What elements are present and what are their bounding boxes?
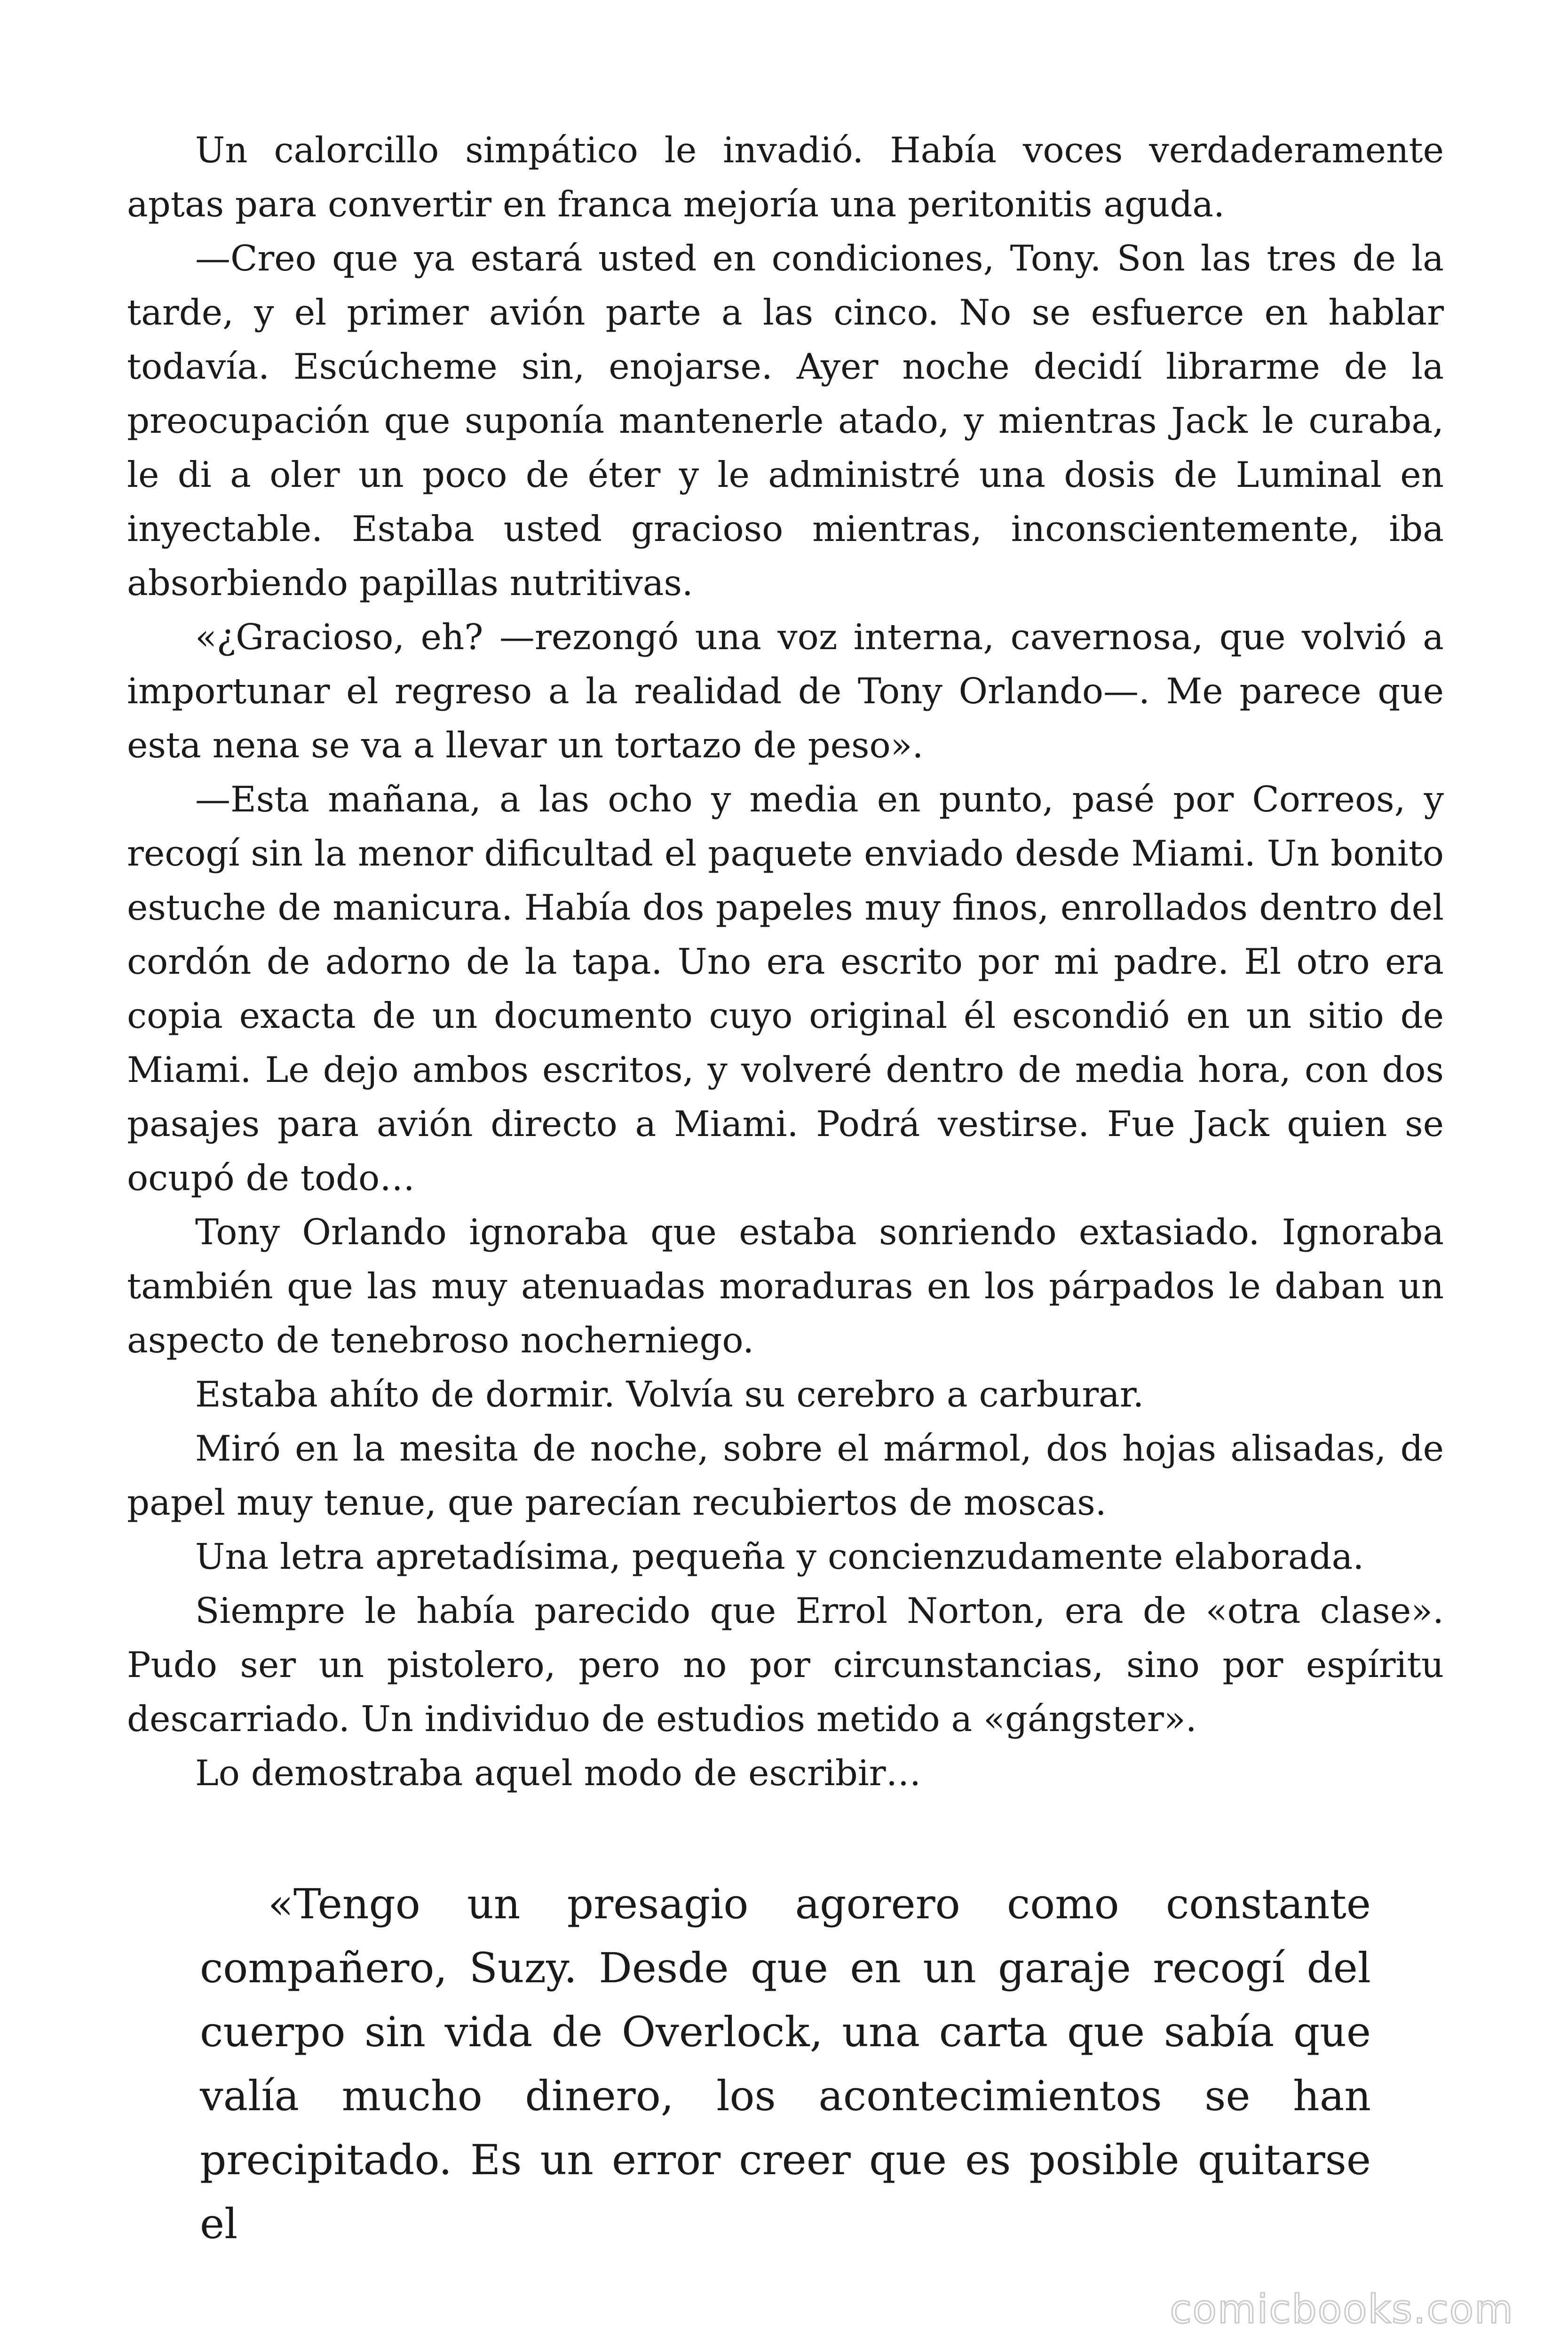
paragraph: Un calorcillo simpático le invadió. Había voces verdaderamente aptas para convertir en franca mejoría una peritonitis aguda.	[127, 129, 1444, 225]
paragraph: Tony Orlando ignoraba que estaba sonriendo extasiado. Ignoraba también que las muy atenuadas moraduras en los párpados le daban un aspecto de tenebroso nocherniego.	[127, 1211, 1444, 1361]
paragraph: Estaba ahíto de dormir. Volvía su cerebro a carburar.	[195, 1374, 1144, 1415]
letter-paragraph: «Tengo un presagio agorero como constante compañero, Suzy. Desde que en un garaje recogí del cuerpo sin vida de Overlock, una carta que sabía que valía mucho dinero, los acontecimientos se han precipitado. Es un error creer que es posible quitarse el	[200, 1880, 1371, 2248]
paragraph: Siempre le había parecido que Errol Norton, era de «otra clase». Pudo ser un pistolero, pero no por circunstancias, sino por espíritu descarriado. Un individuo de estudios metido a «gángster».	[127, 1590, 1444, 1740]
watermark: comicbooks.com	[1170, 2286, 1514, 2332]
paragraph: —Creo que ya estará usted en condiciones, Tony. Son las tres de la tarde, y el primer avión parte a las cinco. No se esfuerce en hablar todavía. Escúcheme sin, enojarse. Ayer noche decidí librarme de la preocupación que suponía mantenerle atado, y mientras Jack le curaba, le di a oler un poco de éter y le administré una dosis de Luminal en inyectable. Estaba usted gracioso mientras, inconscientemente, iba absorbiendo papillas nutritivas.	[127, 238, 1444, 604]
paragraph: —Esta mañana, a las ocho y media en punto, pasé por Correos, y recogí sin la menor dificultad el paquete enviado desde Miami. Un bonito estuche de manicura. Había dos papeles muy finos, enrollados dentro del cordón de adorno de la tapa. Uno era escrito por mi padre. El otro era copia exacta de un documento cuyo original él escondió en un sitio de Miami. Le dejo ambos escritos, y volveré dentro de media hora, con dos pasajes para avión directo a Miami. Podrá vestirse. Fue Jack quien se ocupó de todo…	[127, 779, 1444, 1199]
letter-excerpt	[200, 1872, 1371, 2256]
paragraph: Lo demostraba aquel modo de escribir…	[195, 1752, 921, 1794]
paragraph: Miró en la mesita de noche, sobre el mármol, dos hojas alisadas, de papel muy tenue, que parecían recubiertos de moscas.	[127, 1428, 1444, 1523]
paragraph: Una letra apretadísima, pequeña y concienzudamente elaborada.	[195, 1536, 1364, 1577]
paragraph: «¿Gracioso, eh? —rezongó una voz interna, cavernosa, que volvió a importunar el regreso a la realidad de Tony Orlando—. Me parece que esta nena se va a llevar un tortazo de peso».	[127, 616, 1444, 766]
narrative-text	[127, 123, 1444, 1800]
